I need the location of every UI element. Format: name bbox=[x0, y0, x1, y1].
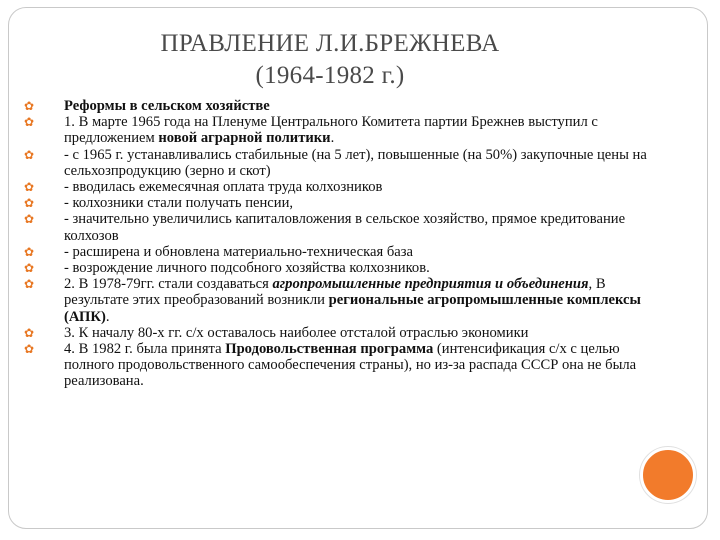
list-item bbox=[24, 147, 664, 179]
list-item bbox=[24, 260, 664, 276]
flower-bullet-icon: ✿ bbox=[24, 196, 35, 211]
item-text: - с 1965 г. устанавливались стабильные (на 5 лет), повышенные (на 50%) закупочные цены на сельхозпродукцию (зерно и скот) bbox=[64, 146, 647, 179]
flower-bullet-icon: ✿ bbox=[24, 244, 35, 259]
flower-bullet-icon: ✿ bbox=[24, 325, 35, 340]
flower-bullet-icon: ✿ bbox=[24, 99, 35, 113]
title-line-2: (1964-1982 г.) bbox=[255, 62, 405, 89]
flower-bullet-icon: ✿ bbox=[24, 277, 35, 292]
list-item bbox=[24, 179, 664, 195]
item-text: - вводилась ежемесячная оплата труда колхозников bbox=[64, 179, 383, 196]
list-item-heading bbox=[24, 98, 664, 114]
list-item bbox=[24, 114, 664, 146]
title-line-1: ПРАВЛЕНИЕ Л.И.БРЕЖНЕВА bbox=[160, 30, 500, 57]
list-item bbox=[24, 244, 664, 260]
list-item bbox=[24, 325, 664, 341]
item-text: . bbox=[330, 130, 335, 147]
item-text: (интенсификация с/х с целью полного продовольственного самообеспечения страны), но из-за распада СССР она не была реализована. bbox=[64, 341, 637, 390]
list-item bbox=[24, 195, 664, 211]
item-text: - значительно увеличились капиталовложения в сельское хозяйство, прямое кредитование колхозов bbox=[64, 211, 626, 244]
item-text: , В результате этих преобразований возникли bbox=[64, 276, 606, 309]
item-text: 2. В 1978-79гг. стали создаваться bbox=[64, 276, 273, 293]
item-text: 1. В марте 1965 года на Пленуме Центрального Комитета партии Брежнев выступил с предложением bbox=[64, 114, 598, 147]
item-text: - колхозники стали получать пенсии, bbox=[64, 195, 294, 212]
item-text: 4. В 1982 г. была принята bbox=[64, 341, 226, 358]
item-emphasis: Продовольственная программа bbox=[225, 341, 434, 358]
list-item bbox=[24, 211, 664, 243]
item-text: - расширена и обновлена материально-техническая база bbox=[64, 243, 413, 260]
item-text: Реформы в сельском хозяйстве bbox=[64, 98, 270, 114]
list-item bbox=[24, 276, 664, 325]
flower-bullet-icon: ✿ bbox=[24, 261, 35, 276]
list-item bbox=[24, 341, 664, 390]
flower-bullet-icon: ✿ bbox=[24, 115, 35, 130]
slide-title bbox=[0, 28, 660, 92]
item-emphasis: агропромышленные предприятия и объединения bbox=[272, 276, 589, 293]
bullet-list bbox=[24, 98, 664, 390]
item-emphasis: региональные агропромышленные комплексы (АПК) bbox=[64, 292, 641, 325]
flower-bullet-icon: ✿ bbox=[24, 147, 35, 162]
flower-bullet-icon: ✿ bbox=[24, 342, 35, 357]
item-text: . bbox=[105, 308, 110, 325]
flower-bullet-icon: ✿ bbox=[24, 180, 35, 195]
decorative-orange-circle bbox=[640, 447, 696, 503]
item-text: - возрождение личного подсобного хозяйства колхозников. bbox=[64, 260, 430, 277]
flower-bullet-icon: ✿ bbox=[24, 212, 35, 227]
item-text: 3. К началу 80-х гг. с/х оставалось наиболее отсталой отраслью экономики bbox=[64, 324, 529, 341]
item-emphasis: новой аграрной политики bbox=[158, 130, 331, 147]
